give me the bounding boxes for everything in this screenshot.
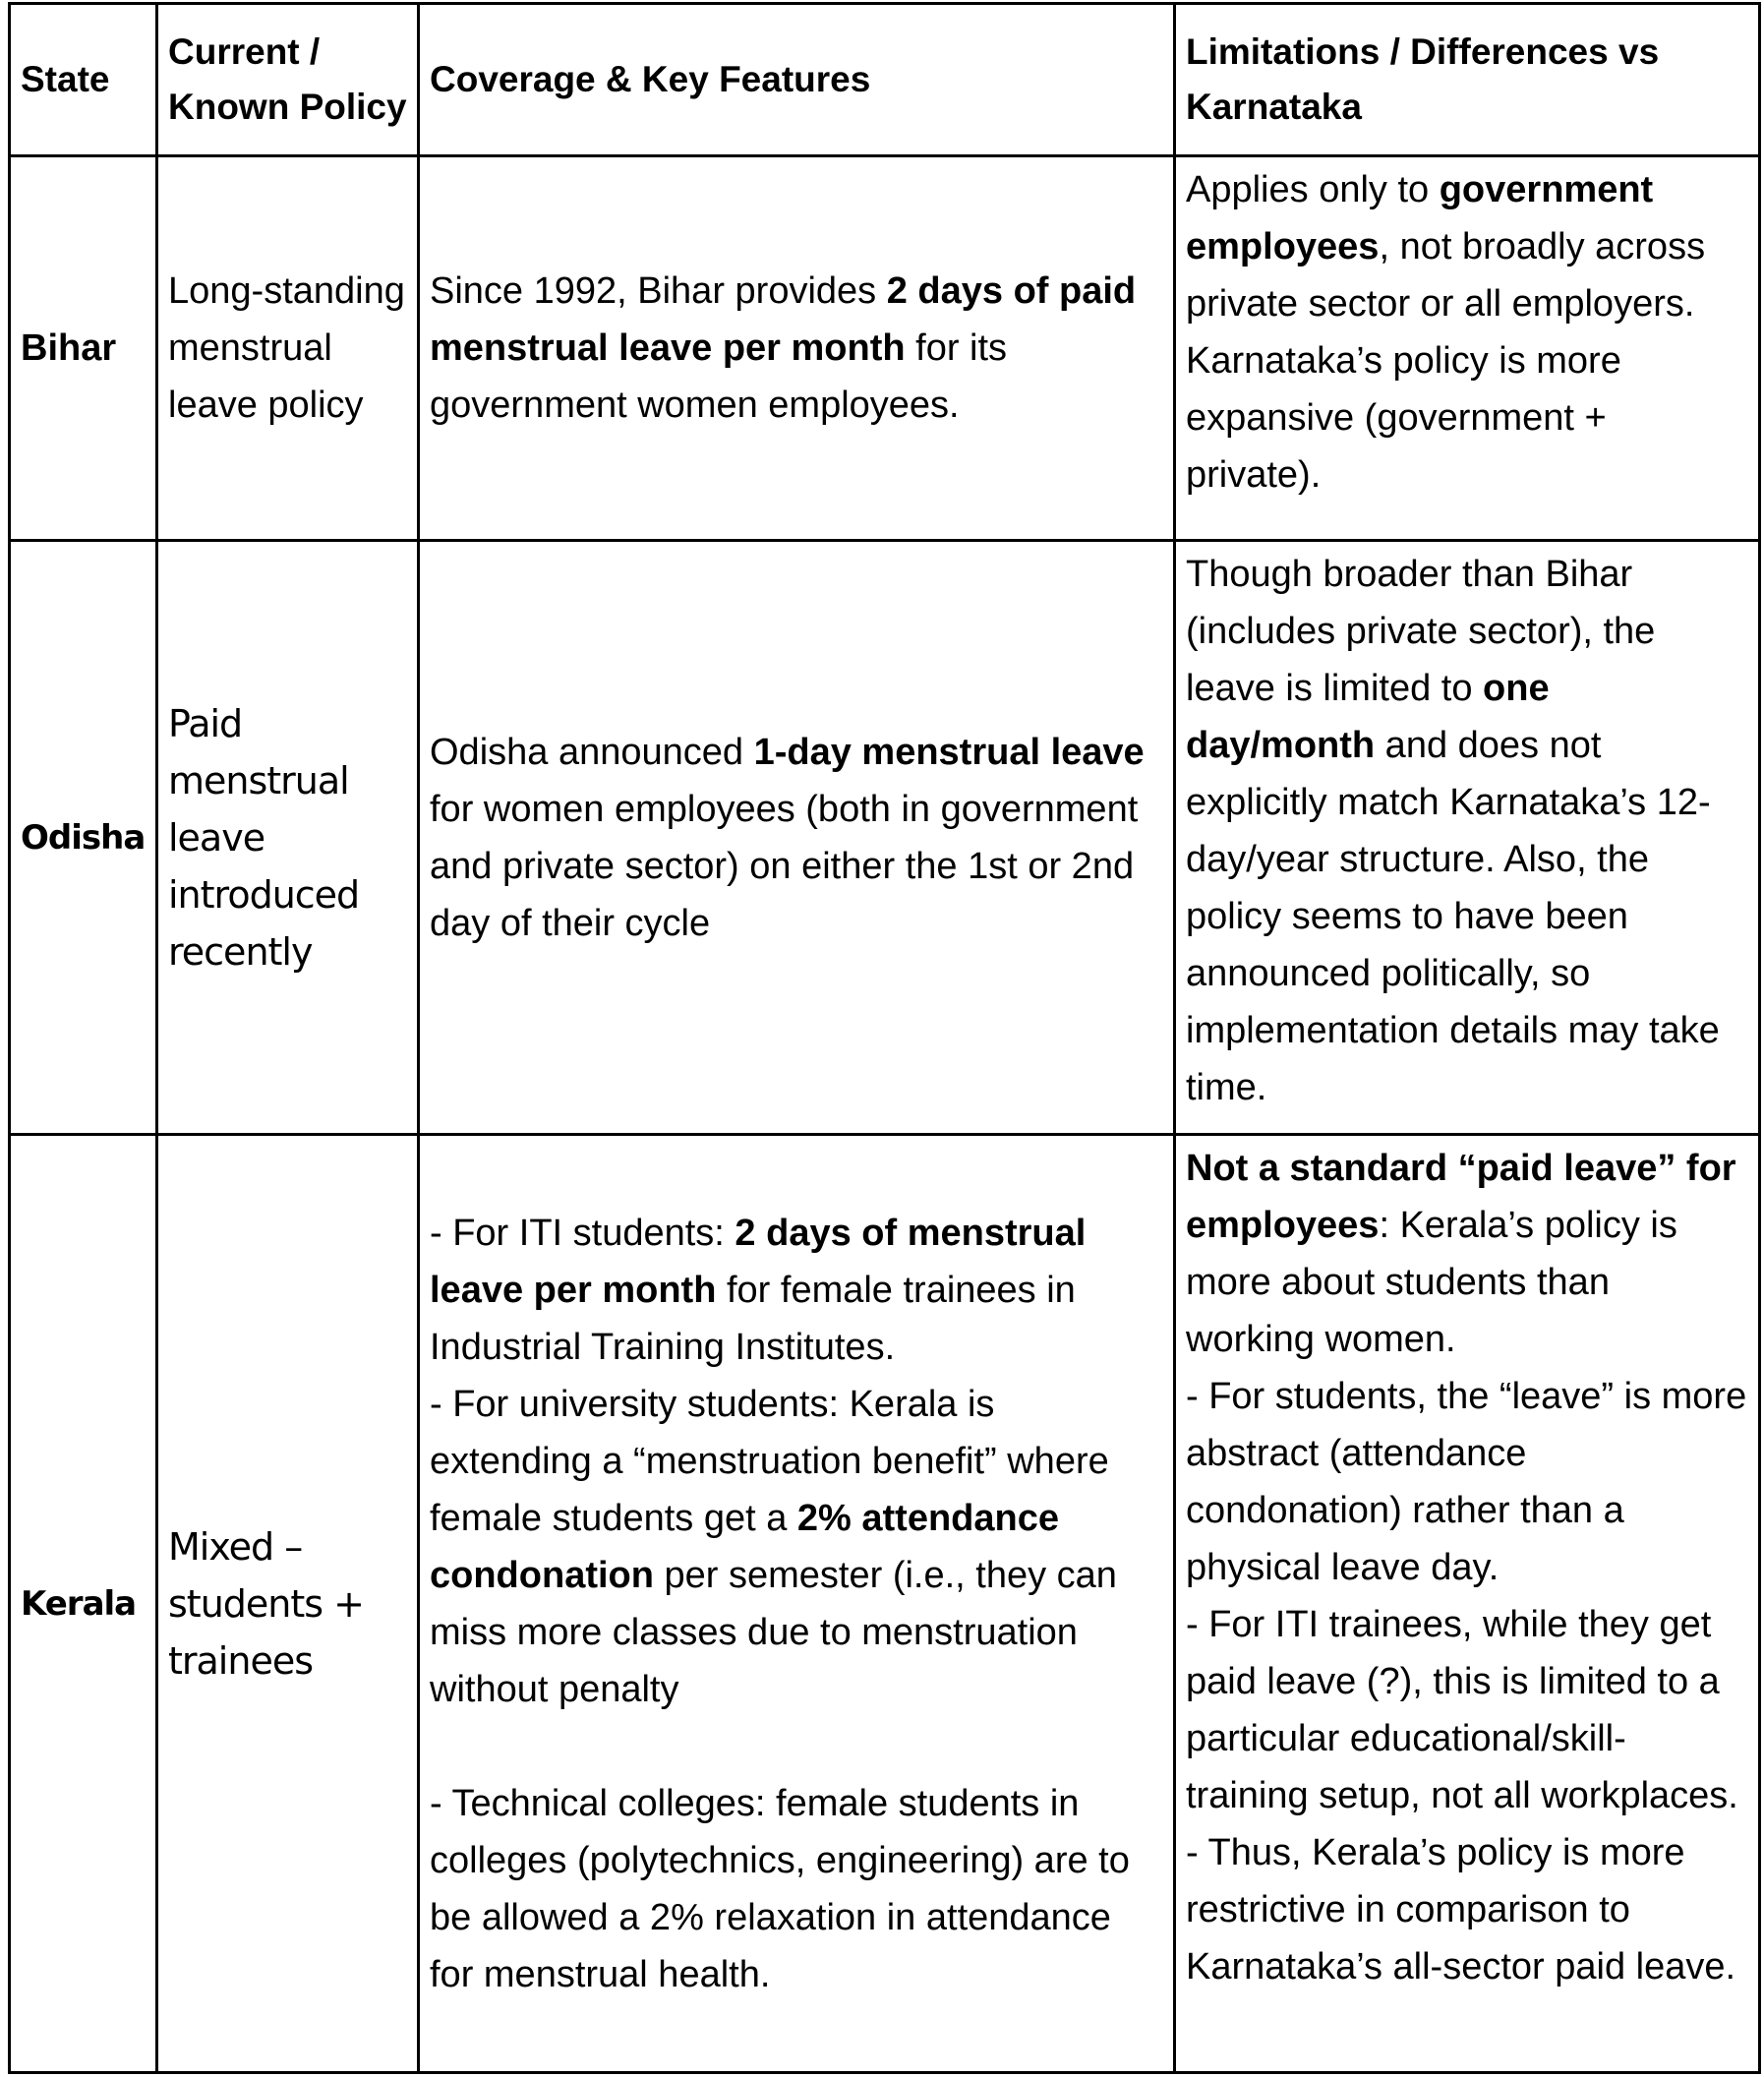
- table-row-odisha: [10, 541, 1760, 1135]
- header-current-known-policy: Current / Known Policy: [157, 4, 419, 156]
- state-cell-kerala: Kerala: [10, 1135, 157, 2073]
- limitations-cell-kerala: Not a standard “paid leave” for employees: Kerala’s policy is more about students than working women. - For students, the “leave” is more abstract (attendance condonation) rather than a physical leave day. - For ITI trainees, while they get paid leave (?), this is limited to a particular educational/skill-training setup, not all workplaces. - Thus, Kerala’s policy is more restrictive in comparison to Karnataka’s all-sector paid leave.: [1175, 1135, 1760, 2073]
- policy-cell-odisha: Paid menstrual leave introduced recently: [157, 541, 419, 1135]
- header-coverage-key-features: Coverage & Key Features: [419, 4, 1175, 156]
- table-row-kerala: [10, 1135, 1760, 2073]
- state-cell-bihar: Bihar: [10, 156, 157, 541]
- menstrual-leave-comparison-table: [8, 2, 1761, 2074]
- policy-cell-bihar: Long-standing menstrual leave policy: [157, 156, 419, 541]
- coverage-cell-kerala: - For ITI students: 2 days of menstrual leave per month for female trainees in Industrial Training Institutes. - For university students: Kerala is extending a “menstruation benefit” where female students get a 2% attendance condonation per semester (i.e., they can miss more classes due to menstruation without penalty - Technical colleges: female students in colleges (polytechnics, engineering) are to be allowed a 2% relaxation in attendance for menstrual health.: [419, 1135, 1175, 2073]
- table-header-row: [10, 4, 1760, 156]
- limitations-cell-bihar: Applies only to government employees, not broadly across private sector or all employers. Karnataka’s policy is more expansive (government + private).: [1175, 156, 1760, 541]
- limitations-cell-odisha: Though broader than Bihar (includes private sector), the leave is limited to one day/month and does not explicitly match Karnataka’s 12-day/year structure. Also, the policy seems to have been announced politically, so implementation details may take time.: [1175, 541, 1760, 1135]
- state-cell-odisha: Odisha: [10, 541, 157, 1135]
- header-state: State: [10, 4, 157, 156]
- coverage-cell-odisha: Odisha announced 1-day menstrual leave for women employees (both in government and private sector) on either the 1st or 2nd day of their cycle: [419, 541, 1175, 1135]
- table-row-bihar: [10, 156, 1760, 541]
- header-limitations-differences: Limitations / Differences vs Karnataka: [1175, 4, 1760, 156]
- policy-cell-kerala: Mixed – students + trainees: [157, 1135, 419, 2073]
- coverage-cell-bihar: Since 1992, Bihar provides 2 days of paid menstrual leave per month for its government women employees.: [419, 156, 1175, 541]
